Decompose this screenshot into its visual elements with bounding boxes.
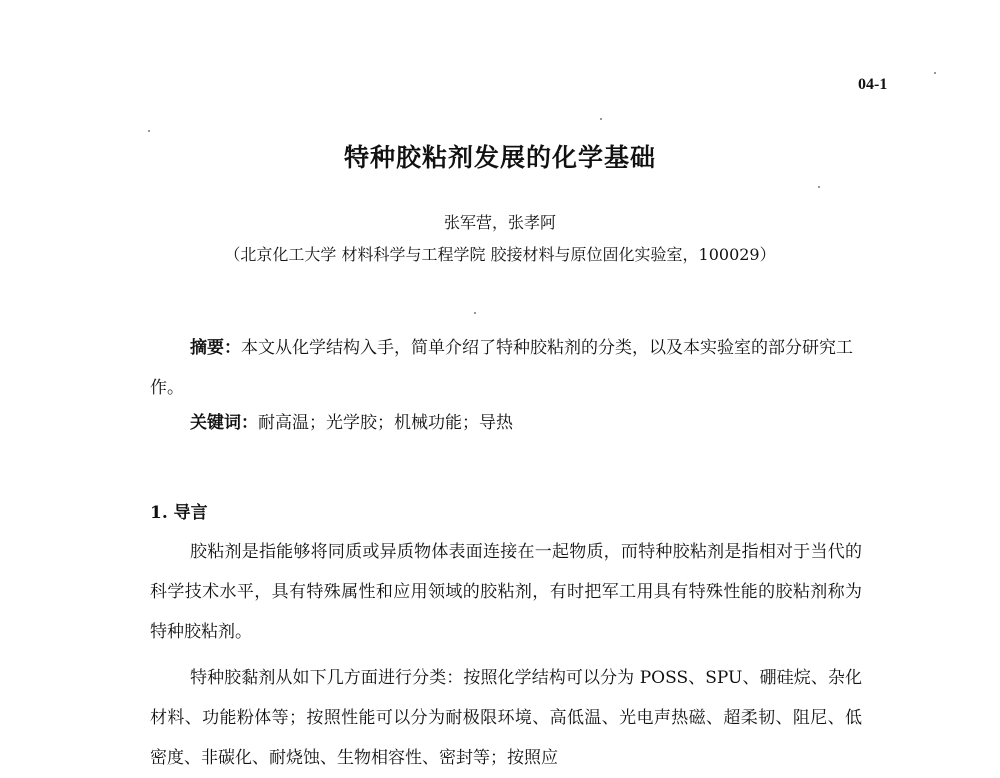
keywords [190, 408, 513, 433]
abstract-label: 摘要： [190, 338, 241, 358]
scan-speck [934, 72, 936, 74]
abstract-text: 本文从化学结构入手，简单介绍了特种胶粘剂的分类，以及本实验室的部分研究工作。 [150, 338, 853, 398]
abstract [150, 328, 862, 408]
paragraph: 特种胶黏剂从如下几方面进行分类：按照化学结构可以分为 POSS、SPU、硼硅烷、杂化材料、功能粉体等；按照性能可以分为耐极限环境、高低温、光电声热磁、超柔韧、阻尼、低密度、非碳化、耐烧蚀、生物相容性、密封等；按照应 [150, 668, 862, 768]
keywords-label: 关键词： [190, 413, 258, 433]
scan-speck [818, 186, 820, 188]
scan-speck [474, 312, 476, 314]
paragraph: 胶粘剂是指能够将同质或异质物体表面连接在一起物质，而特种胶粘剂是指相对于当代的科学技术水平，具有特殊属性和应用领域的胶粘剂，有时把军工用具有特殊性能的胶粘剂称为特种胶粘剂。 [150, 542, 862, 642]
paper-title: 特种胶粘剂发展的化学基础 [343, 143, 656, 172]
page-number: 04-1 [858, 76, 888, 93]
affiliation: （北京化工大学 材料科学与工程学院 胶接材料与原位固化实验室，100029） [224, 245, 776, 264]
scan-speck [148, 130, 150, 132]
authors: 张军营，张孝阿 [443, 213, 556, 232]
section-heading: 1. 导言 [150, 503, 208, 523]
scan-speck [600, 118, 602, 120]
keywords-text: 耐高温；光学胶；机械功能；导热 [258, 413, 513, 433]
